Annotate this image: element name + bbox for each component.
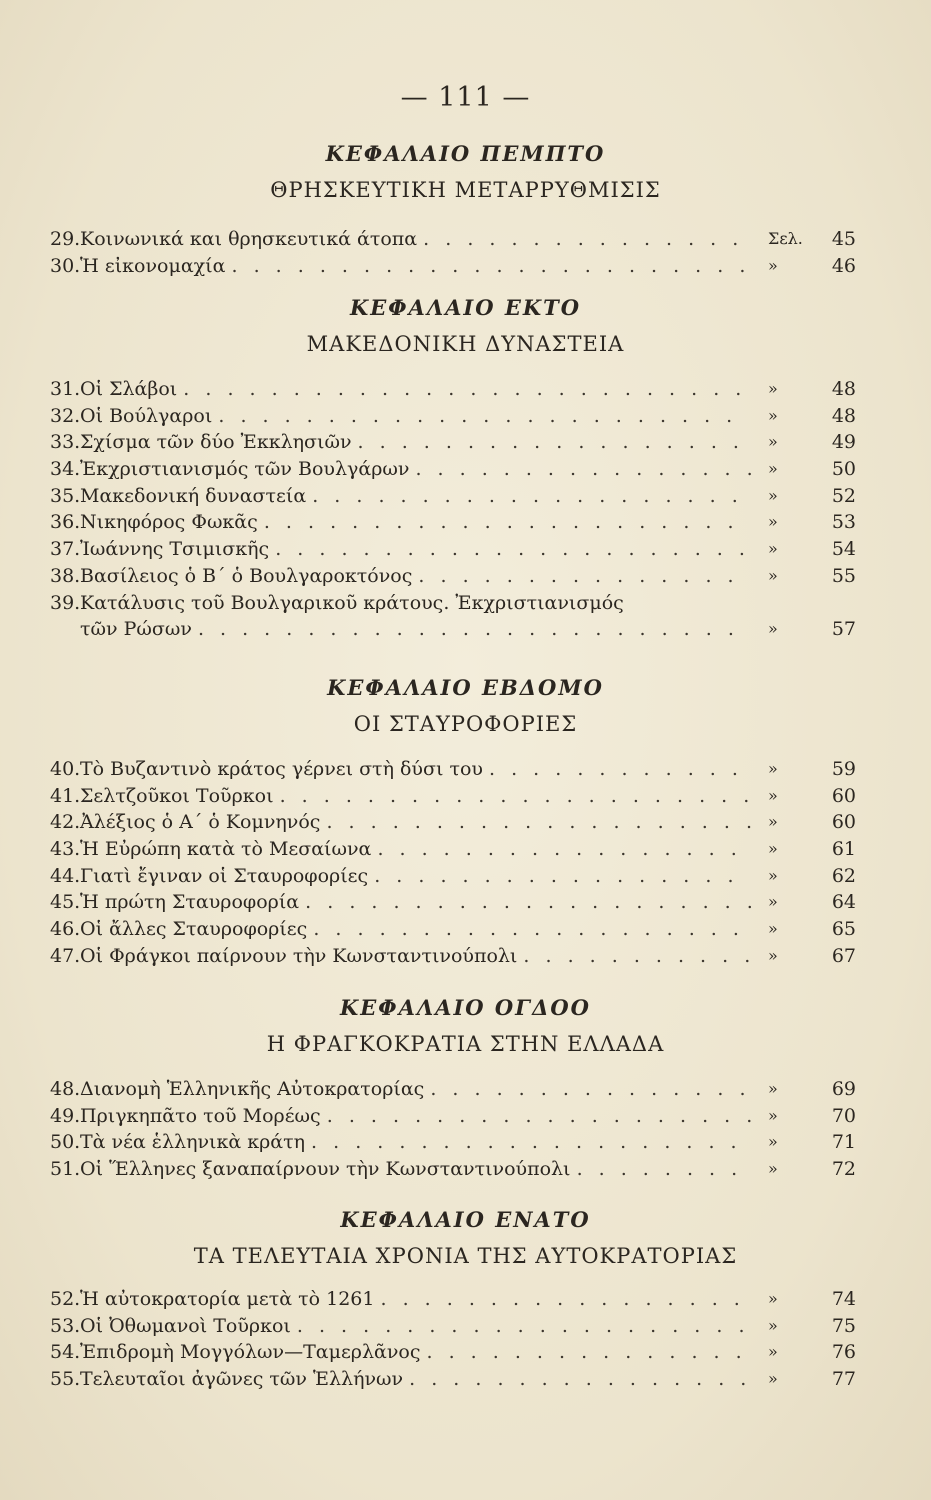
entry-title: Κατάλυσις τοῦ Βουλγαρικοῦ κράτους. Ἐκχριστιανισμός [80,591,624,614]
toc-entry [0,916,931,943]
page-mark: » [768,812,778,832]
entry-page: 62 [831,864,856,887]
dot-leader: . . . . . . . . . . . . . . . . . . . . . . [279,784,755,807]
page-mark: » [768,459,778,479]
page-mark: » [768,759,778,778]
entry-number: 44. [50,864,81,887]
page-mark: » [768,785,778,805]
page-mark: » [768,1369,778,1389]
toc-entry [0,590,931,643]
page-mark: » [768,1159,778,1179]
page-number: — 111 — [400,82,531,113]
chapter-6-entries [0,376,931,643]
entry-number: 52. [50,1288,81,1310]
entry-number: 53. [50,1314,81,1337]
toc-entry [0,483,931,510]
toc-entry [0,226,931,253]
entry-title: Οἱ Ἕλληνες ξαναπαίρνουν τὴν Κωνσταντινούπολι [80,1158,571,1181]
toc-entry [0,809,931,836]
toc-entry [0,1076,931,1103]
toc-entry [0,836,931,863]
entry-page: 74 [831,1288,856,1310]
entry-number: 37. [50,538,81,561]
entry-number: 42. [50,811,81,834]
entry-number: 43. [50,838,81,861]
dot-leader: . . . . . . . . . . . . . . . . . [377,838,742,861]
entry-title: Οἱ Φράγκοι παίρνουν τὴν Κωνσταντινούπολι [80,944,518,967]
toc-entry [0,889,931,916]
dot-leader: . . . . . . . . . . . . . . . . . . [357,431,744,454]
entry-number: 45. [50,891,81,914]
entry-number: 34. [50,458,81,481]
chapter-9-entries [0,1286,931,1393]
toc-entry [0,1129,931,1156]
entry-page: 65 [831,918,856,941]
entry-title: Ἐπιδρομὴ Μογγόλων—Ταμερλᾶνος [80,1341,421,1364]
page-mark: » [768,865,778,885]
entry-page: 54 [831,538,856,561]
entry-number: 49. [50,1104,81,1127]
page-mark: » [768,539,778,559]
dot-leader: . . . . . . . . . . . . . . . . . . . . . . . . [218,404,738,427]
dot-leader: . . . . . . . . . . . . . . . . . . . . . . [275,538,750,561]
page-mark: » [768,1289,778,1308]
entry-number: 29. [50,228,81,250]
entry-title: Ἰωάννης Τσιμισκῆς [80,538,270,561]
toc-entry [0,863,931,890]
dot-leader: . . . . . . . . . . . . . . . . . [374,864,739,887]
dot-leader: . . . . . . . . . . . . . . . . . . . . [311,1131,742,1154]
entry-title: Τὰ νέα ἑλληνικὰ κράτη [80,1131,305,1154]
entry-page: 48 [831,404,856,427]
entry-title-continued: τῶν Ρώσων [80,617,192,640]
entry-title: Τὸ Βυζαντινὸ κράτος γέρνει στὴ δύσι του [80,758,483,780]
page-mark: » [768,892,778,912]
entry-page: 70 [831,1104,856,1127]
dot-leader: . . . . . . . . . . . . . . . . . [380,1288,745,1310]
entry-title: Σχίσμα τῶν δύο Ἐκκλησιῶν [80,431,352,454]
page-mark: » [768,919,778,939]
toc-entry [0,756,931,783]
chapter-6 [0,294,931,360]
entry-number: 39. [50,591,81,614]
page-mark: » [768,565,778,585]
dot-leader: . . . . . . . . . . . . . . . [423,228,744,250]
dot-leader: . . . . . . . . . . . . . . . [418,564,739,587]
chapter-title: ΚΕΦΑΛΑΙΟ ΕΒΔΟΜΟ [327,675,604,700]
entry-number: 46. [50,918,81,941]
entry-title: Οἱ Βούλγαροι [80,404,213,427]
entry-number: 33. [50,431,81,454]
entry-page: 64 [831,891,856,914]
entry-number: 48. [50,1078,81,1100]
page-mark: » [768,1342,778,1362]
entry-page: 52 [831,484,856,507]
entry-page: 55 [831,564,856,587]
entry-page: 69 [831,1078,856,1100]
toc-entry [0,456,931,483]
entry-page: 46 [831,254,856,277]
dot-leader: . . . . . . . . . . . . . . . . [415,458,758,481]
entry-title: Κοινωνικά και θρησκευτικά άτοπα [80,228,418,250]
entry-number: 38. [50,564,81,587]
entry-number: 30. [50,254,81,277]
entry-page: 53 [831,511,856,534]
page-mark: » [768,1079,778,1098]
entry-number: 35. [50,484,81,507]
chapter-subtitle: ΜΑΚΕΔΟΝΙΚΗ ΔΥΝΑΣΤΕΙΑ [306,332,625,356]
chapter-title: ΚΕΦΑΛΑΙΟ ΟΓΔΟΟ [340,995,591,1020]
entry-number: 41. [50,784,81,807]
entry-page: 57 [831,617,856,640]
page-mark: » [768,618,778,638]
entry-title: Ἀλέξιος ὁ Α΄ ὁ Κομνηνός [80,811,321,834]
entry-page: 72 [831,1158,856,1181]
page-mark: » [768,405,778,425]
chapter-5-entries [0,226,931,279]
dot-leader: . . . . . . . . . . . . . . . . . . . . [313,918,744,941]
page-mark: » [768,945,778,965]
chapter-7 [0,674,931,740]
entry-title: Ἡ αὐτοκρατορία μετὰ τὸ 1261 [80,1288,375,1310]
entry-title: Ἐκχριστιανισμός τῶν Βουλγάρων [80,458,410,481]
toc-entry [0,403,931,430]
page-mark: » [768,432,778,452]
entry-title: Σελτζοῦκοι Τοῦρκοι [80,784,274,807]
entry-number: 50. [50,1131,81,1154]
dot-leader: . . . . . . . . . . . . . . . [426,1341,747,1364]
entry-page: 71 [831,1131,856,1154]
entry-title: Ἡ πρώτη Σταυροφορία [80,891,300,914]
chapter-subtitle: Η ΦΡΑΓΚΟΚΡΑΤΙΑ ΣΤΗΝ ΕΛΛΑΔΑ [266,1032,665,1056]
entry-title: Γιατὶ ἔγιναν οἱ Σταυροφορίες [80,864,369,887]
dot-leader: . . . . . . . . . . . [523,944,756,967]
page-mark: » [768,1105,778,1125]
toc-entry [0,1313,931,1340]
entry-page: 76 [831,1341,856,1364]
dot-leader: . . . . . . . . . . . . [489,758,743,780]
dot-leader: . . . . . . . . . . . . . . . . . . . . [312,484,743,507]
entry-title: Οἱ Σλάβοι [80,378,178,400]
toc-entry [0,943,931,970]
entry-page: 48 [831,378,856,400]
entry-number: 31. [50,378,81,400]
entry-page: 77 [831,1368,856,1391]
dot-leader: . . . . . . . . . . . . . . . . . . . . . . . . [231,254,751,277]
dot-leader: . . . . . . . . . . . . . . . . . . . . . [305,891,758,914]
toc-entry [0,1156,931,1183]
entry-number: 47. [50,944,81,967]
dot-leader: . . . . . . . . . . . . . . . . . . . . . . [263,511,739,534]
toc-entry [0,376,931,403]
entry-number: 54. [50,1341,81,1364]
dot-leader: . . . . . . . . . . . . . . . [430,1078,751,1100]
page-mark: » [768,512,778,532]
chapter-title: ΚΕΦΑΛΑΙΟ ΕΝΑΤΟ [340,1207,591,1232]
entry-number: 36. [50,511,81,534]
toc-entry [0,1286,931,1313]
toc-entry [0,509,931,536]
entry-title: Νικηφόρος Φωκᾶς [80,511,258,534]
entry-title: Μακεδονική δυναστεία [80,484,307,507]
entry-title: Οἱ ἄλλες Σταυροφορίες [80,918,308,941]
entry-title: Τελευταῖοι ἀγῶνες τῶν Ἑλλήνων [80,1368,404,1391]
page-mark: » [768,839,778,859]
dot-leader: . . . . . . . . . . . . . . . . . . . . . [296,1314,750,1337]
dot-leader: . . . . . . . . . . . . . . . . . . . . . . . . . [197,617,739,640]
page-mark: » [768,1132,778,1152]
chapter-7-entries [0,756,931,970]
dot-leader: . . . . . . . . . . . . . . . . . . . . [326,811,757,834]
entry-title: Ἡ εἰκονομαχία [80,254,226,277]
dot-leader: . . . . . . . . . . . . . . . . . . . . [326,1104,758,1127]
chapter-9 [0,1206,931,1272]
entry-title: Οἱ Ὀθωμανοὶ Τοῦρκοι [80,1314,291,1337]
entry-page: 50 [831,458,856,481]
toc-entry [0,1366,931,1393]
entry-title: Διανομὴ Ἑλληνικῆς Αὐτοκρατορίας [80,1078,425,1100]
dot-leader: . . . . . . . . . . . . . . . . . . . . . . . . . . [183,378,747,400]
entry-number: 51. [50,1158,81,1181]
entry-number: 32. [50,404,81,427]
dot-leader: . . . . . . . . [576,1158,743,1181]
entry-page: 45 [831,228,856,250]
toc-entry [0,253,931,280]
entry-page: 59 [831,758,856,780]
chapter-title: ΚΕΦΑΛΑΙΟ ΠΕΜΠΤΟ [325,141,606,166]
chapter-5 [0,140,931,206]
page-mark: » [768,1315,778,1335]
entry-title: Πριγκηπᾶτο τοῦ Μορέως [80,1104,321,1127]
toc-entry [0,536,931,563]
toc-entry [0,429,931,456]
entry-title: Ἡ Εὐρώπη κατὰ τὸ Μεσαίωνα [80,838,372,861]
chapter-8 [0,994,931,1060]
chapter-subtitle: ΘΡΗΣΚΕΥΤΙΚΗ ΜΕΤΑΡΡΥΘΜΙΣΙΣ [270,178,661,202]
chapter-8-entries [0,1076,931,1183]
toc-entry [0,1339,931,1366]
entry-page: 49 [831,431,856,454]
page-mark: » [768,379,778,398]
toc-entry [0,1103,931,1130]
entry-page: 75 [831,1314,856,1337]
entry-page: 60 [831,784,856,807]
dot-leader: . . . . . . . . . . . . . . . . [409,1368,752,1391]
chapter-subtitle: ΤΑ ΤΕΛΕΥΤΑΙΑ ΧΡΟΝΙΑ ΤΗΣ ΑΥΤΟΚΡΑΤΟΡΙΑΣ [193,1244,738,1268]
entry-number: 55. [50,1368,81,1391]
entry-page: 60 [831,811,856,834]
entry-page: 67 [831,944,856,967]
chapter-subtitle: ΟΙ ΣΤΑΥΡΟΦΟΡΙΕΣ [353,712,578,736]
page-mark: » [768,255,778,275]
page-mark: » [768,485,778,505]
page-mark: Σελ. [768,229,803,248]
chapter-title: ΚΕΦΑΛΑΙΟ ΕΚΤΟ [349,295,582,320]
entry-page: 61 [831,838,856,861]
toc-entry [0,783,931,810]
entry-title: Βασίλειος ὁ Β΄ ὁ Βουλγαροκτόνος [80,564,413,587]
toc-entry [0,563,931,590]
entry-number: 40. [50,758,81,780]
